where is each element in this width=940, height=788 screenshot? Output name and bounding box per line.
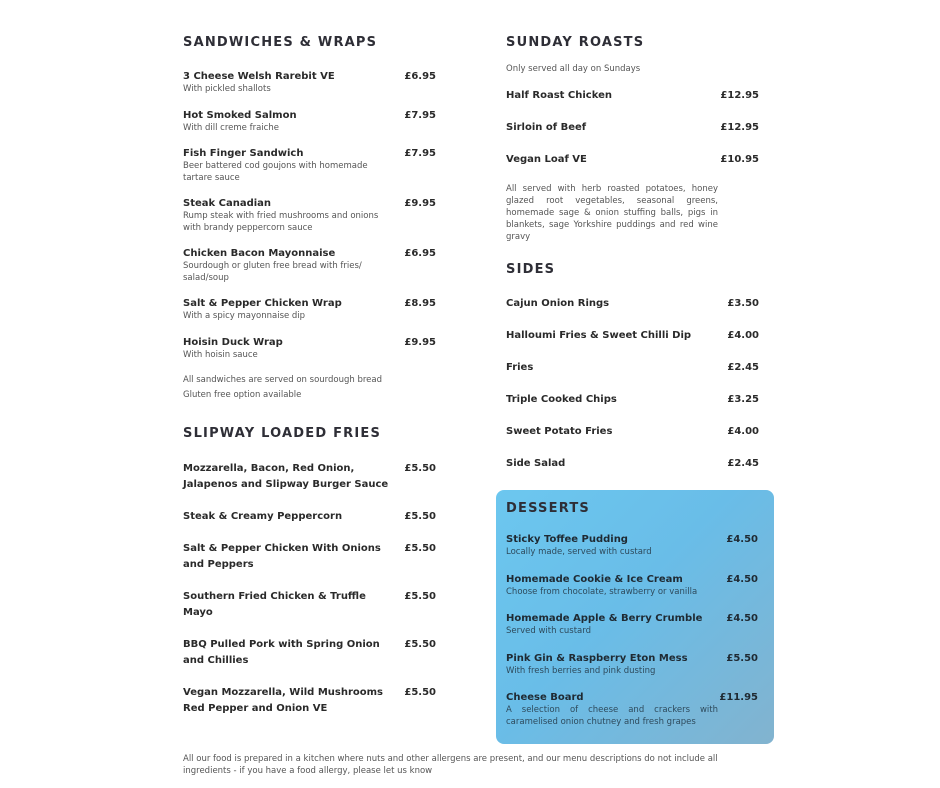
item-name: Vegan Loaf VE <box>506 154 587 165</box>
menu-item <box>183 147 436 184</box>
desserts-title: DESSERTS <box>506 501 590 516</box>
menu-item <box>183 336 436 362</box>
sandwiches-title: SANDWICHES & WRAPS <box>183 35 378 50</box>
item-price: £5.50 <box>404 463 436 474</box>
menu-item <box>183 109 436 135</box>
allergen-footer: All our food is prepared in a kitchen where nuts and other allergens are present, and our menu descriptions do not include all ingredients - if you have a food allergy, please let us know <box>183 754 718 776</box>
item-price: £4.50 <box>726 534 758 545</box>
item-name: Side Salad <box>506 458 566 469</box>
menu-item <box>506 393 759 407</box>
item-price: £4.00 <box>727 330 759 341</box>
item-name: BBQ Pulled Pork with Spring Onion and Chillies <box>183 639 380 666</box>
menu-item <box>506 89 759 103</box>
item-price: £7.95 <box>404 148 436 159</box>
item-price: £5.50 <box>404 543 436 554</box>
sandwiches-note-gluten: Gluten free option available <box>183 390 302 400</box>
item-description: Choose from chocolate, strawberry or vanilla <box>506 586 698 597</box>
menu-item <box>506 297 759 311</box>
item-price: £9.95 <box>404 336 436 348</box>
item-price: £7.95 <box>404 109 436 121</box>
item-name: Triple Cooked Chips <box>506 394 617 405</box>
item-name: Salt & Pepper Chicken With Onions and Peppers <box>183 543 381 570</box>
menu-item <box>506 533 758 559</box>
item-name: Chicken Bacon Mayonnaise <box>183 248 336 259</box>
item-price: £12.95 <box>720 90 759 101</box>
menu-item <box>506 121 759 135</box>
item-price: £12.95 <box>720 122 759 133</box>
item-name: 3 Cheese Welsh Rarebit VE <box>183 71 335 82</box>
desserts-content <box>506 502 758 742</box>
item-price: £3.25 <box>727 394 759 405</box>
sandwiches-note-bread: All sandwiches are served on sourdough bread <box>183 375 383 385</box>
item-description: With a spicy mayonnaise dip <box>183 311 306 321</box>
item-name: Mozzarella, Bacon, Red Onion, Jalapenos and Slipway Burger Sauce <box>183 463 389 490</box>
menu-item <box>183 637 436 669</box>
menu-item <box>506 153 759 167</box>
menu-item <box>183 589 436 621</box>
item-price: £4.50 <box>726 613 758 624</box>
loaded-fries-list <box>183 461 436 717</box>
menu-item <box>506 361 759 375</box>
roasts-list <box>506 89 759 167</box>
menu-item <box>183 70 436 96</box>
item-price: £5.50 <box>404 639 436 650</box>
item-price: £3.50 <box>727 298 759 309</box>
item-name: Fish Finger Sandwich <box>183 148 304 159</box>
item-price: £4.00 <box>727 426 759 437</box>
item-name: Cajun Onion Rings <box>506 298 610 309</box>
menu-item <box>506 691 758 728</box>
item-name: Sticky Toffee Pudding <box>506 534 628 545</box>
item-price: £5.50 <box>404 591 436 602</box>
item-name: Steak & Creamy Peppercorn <box>183 511 343 522</box>
menu-item <box>506 612 758 638</box>
item-description: With dill creme fraiche <box>183 122 279 133</box>
item-description: A selection of cheese and crackers with caramelised onion chutney and fresh grapes <box>506 705 718 727</box>
item-name: Southern Fried Chicken & Truffle Mayo <box>183 591 366 618</box>
sides-title: SIDES <box>506 262 556 277</box>
menu-item <box>183 685 436 717</box>
item-price: £4.50 <box>726 573 758 585</box>
item-price: £10.95 <box>720 154 759 165</box>
item-description: Sourdough or gluten free bread with fries/ salad/soup <box>183 261 362 283</box>
right-column <box>506 36 759 489</box>
roasts-title: SUNDAY ROASTS <box>506 35 645 50</box>
item-description: Locally made, served with custard <box>506 547 652 557</box>
item-price: £9.95 <box>404 198 436 209</box>
menu-item <box>506 329 759 343</box>
loaded-fries-title: SLIPWAY LOADED FRIES <box>183 426 382 441</box>
menu-item <box>506 652 758 678</box>
desserts-list <box>506 533 758 728</box>
item-price: £2.45 <box>727 362 759 373</box>
menu-item <box>183 247 436 284</box>
left-column <box>183 36 436 733</box>
item-name: Steak Canadian <box>183 198 272 209</box>
roasts-note: All served with herb roasted potatoes, honey glazed root vegetables, seasonal greens, homemade sage & onion stuffing balls, pigs in blankets, sage Yorkshire puddings and red wine gravy <box>506 184 718 242</box>
item-description: Beer battered cod goujons with homemade tartare sauce <box>183 161 368 183</box>
item-price: £6.95 <box>404 248 436 259</box>
item-description: With hoisin sauce <box>183 349 258 360</box>
item-name: Vegan Mozzarella, Wild Mushrooms Red Pepper and Onion VE <box>183 687 383 714</box>
roasts-subtitle: Only served all day on Sundays <box>506 64 641 74</box>
menu-item <box>506 457 759 471</box>
item-description: With pickled shallots <box>183 84 271 94</box>
item-name: Sweet Potato Fries <box>506 426 613 437</box>
menu-item <box>506 573 758 599</box>
item-price: £5.50 <box>726 652 758 664</box>
desserts-panel <box>496 490 774 744</box>
item-description: Rump steak with fried mushrooms and onions with brandy peppercorn sauce <box>183 211 379 233</box>
item-name: Homemade Apple & Berry Crumble <box>506 613 703 624</box>
sides-list <box>506 297 759 471</box>
item-name: Hoisin Duck Wrap <box>183 336 283 348</box>
item-price: £5.50 <box>404 687 436 698</box>
item-name: Fries <box>506 362 534 373</box>
menu-item <box>183 297 436 323</box>
item-price: £5.50 <box>404 511 436 522</box>
menu-item <box>183 461 436 493</box>
item-price: £11.95 <box>719 692 758 703</box>
menu-item <box>183 541 436 573</box>
item-name: Pink Gin & Raspberry Eton Mess <box>506 652 688 664</box>
item-name: Salt & Pepper Chicken Wrap <box>183 298 342 309</box>
item-name: Sirloin of Beef <box>506 122 587 133</box>
item-description: With fresh berries and pink dusting <box>506 665 656 676</box>
item-price: £8.95 <box>404 298 436 309</box>
item-price: £2.45 <box>727 458 759 469</box>
menu-item <box>183 509 436 525</box>
item-price: £6.95 <box>404 71 436 82</box>
item-name: Cheese Board <box>506 692 584 703</box>
item-description: Served with custard <box>506 626 591 636</box>
item-name: Halloumi Fries & Sweet Chilli Dip <box>506 330 692 341</box>
menu-item <box>183 197 436 234</box>
sandwiches-list <box>183 70 436 361</box>
item-name: Hot Smoked Salmon <box>183 109 297 121</box>
item-name: Homemade Cookie & Ice Cream <box>506 573 683 585</box>
item-name: Half Roast Chicken <box>506 90 613 101</box>
menu-item <box>506 425 759 439</box>
